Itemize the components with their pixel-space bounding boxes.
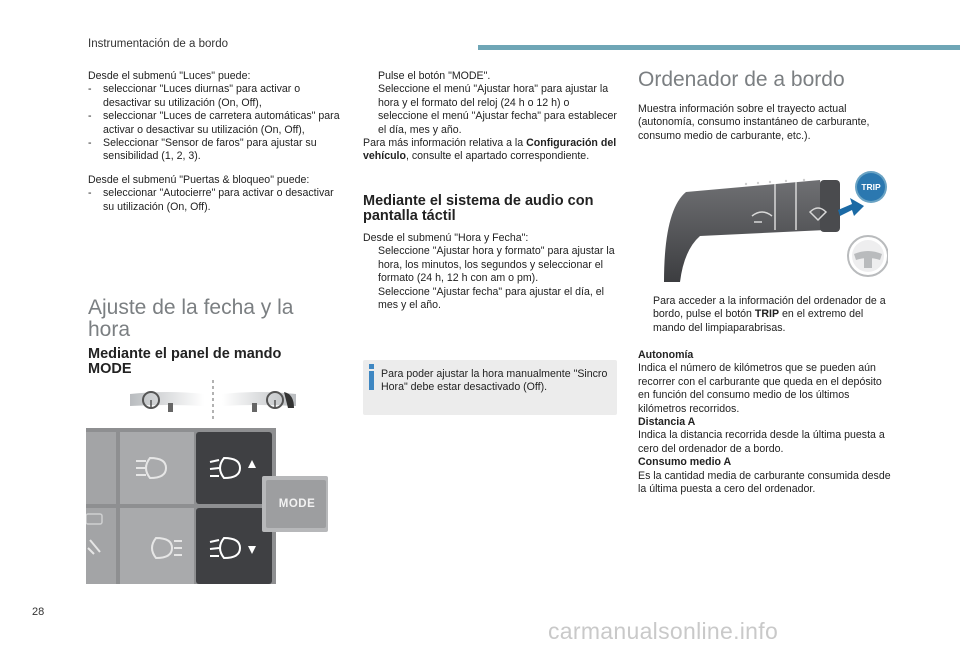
page-number: 28 [32,606,45,618]
audio-system-subheading: Mediante el sistema de audio con pantalla táctil [363,193,594,224]
running-header: Instrumentación de a bordo [88,38,229,50]
distance-title: Distancia A [638,416,696,429]
date-time-intro: Desde el submenú "Hora y Fecha": [363,232,529,244]
column-1-text [88,70,346,214]
trip-computer-heading: Ordenador de a bordo [638,68,845,91]
lights-intro: Desde el submenú "Luces" puede: [88,70,251,82]
wiper-stalk-drawing [660,170,888,288]
trip-computer-intro: Muestra información sobre el trayecto actual (autonomía, consumo instantáneo de carburante, consumo medio de carburante, etc.). [638,103,870,142]
mode-button-label: MODE [278,498,316,510]
watermark: carmanualsonline.info [548,618,779,644]
autonomy-title: Autonomía [638,349,694,361]
info-note-text: Para poder ajustar la hora manualmente "Sincro Hora" debe estar desactivado (Off). [381,368,608,394]
doors-intro: Desde el submenú "Puertas & bloqueo" puede: [88,173,310,186]
list-item: Seleccione "Ajustar hora y formato" para ajustar la hora, los minutos, los segundos y seleccionar el formato (24 h, 12 h con am o pm). [378,245,615,285]
trip-access-instructions [638,295,890,335]
trip-button-label: TRIP [861,182,881,192]
consumption-text: Es la cantidad media de carburante consumida desde la última puesta a cero del ordenador. [638,469,891,496]
info-icon [369,371,374,390]
trip-definitions [638,349,894,496]
consumption-title: Consumo medio A [638,456,732,469]
column-2-text [363,70,617,164]
steering-position-diagram [128,380,298,420]
info-note-box [363,360,617,415]
date-time-heading: Ajuste de la fecha y la hora [88,296,294,341]
control-panel-illustration [86,428,328,584]
list-item: - seleccionar "Luces de carretera automáticas" para activar o desactivar su utilización (On, Off), [88,110,340,136]
column-2-audio-text [363,232,617,312]
more-info-paragraph: Para más información relativa a la Configuración del vehículo, consulte el apartado correspondiente. [363,137,617,163]
list-item: Pulse el botón "MODE". [378,70,491,82]
list-item: Para acceder a la información del ordenador de a bordo, pulse el botón TRIP en el extremo del mando del limpiaparabrisas. [653,295,886,334]
list-item: - Seleccionar "Sensor de faros" para ajustar su sensibilidad (1, 2, 3). [88,137,317,163]
wiper-stalk-illustration [660,170,888,288]
distance-text: Indica la distancia recorrida desde la última puesta a cero del ordenador de a bordo. [638,429,885,455]
mode-panel-subheading: Mediante el panel de mando MODE [88,346,282,377]
list-item: - seleccionar "Luces diurnas" para activar o desactivar su utilización (On, Off), [88,83,301,109]
header-accent-bar [478,45,960,50]
list-item: - seleccionar "Autocierre" para activar o desactivar su utilización (On, Off). [88,187,334,213]
list-item: Seleccione "Ajustar fecha" para ajustar el día, el mes y el año. [378,285,604,312]
list-item: Seleccione el menú "Ajustar hora" para ajustar la hora y el formato del reloj (24 h o 12 h) o seleccione el menú "Ajustar fecha" para establecer el día, mes y año. [378,83,617,136]
autonomy-text: Indica el número de kilómetros que se pueden aún recorrer con el carburante que queda en el depósito en función del consumo medio de los últimos kilómetros recorridos. [638,362,882,415]
